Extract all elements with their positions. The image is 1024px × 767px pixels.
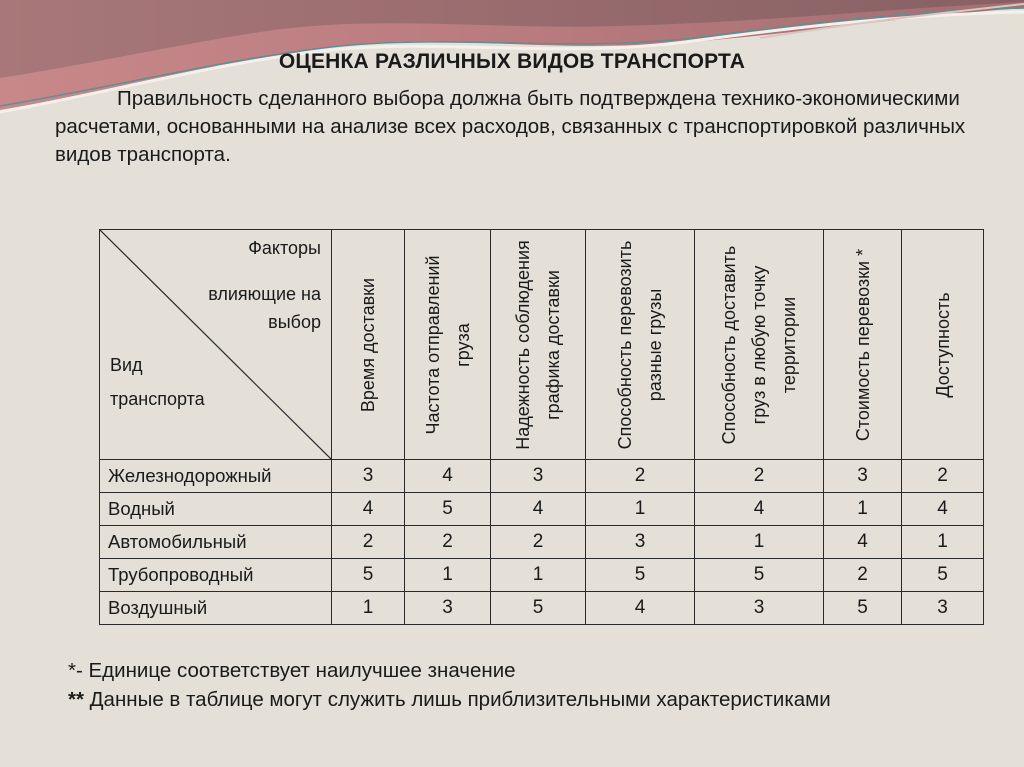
table-cell: 1	[491, 559, 586, 592]
table-cell: 4	[405, 460, 491, 493]
table-cell: 1	[586, 493, 695, 526]
table-cell: 2	[586, 460, 695, 493]
column-header-label: Время доставки	[358, 277, 378, 412]
table-cell: 1	[332, 592, 405, 625]
table-cell: 3	[586, 526, 695, 559]
column-header	[332, 230, 405, 460]
row-label: Водный	[100, 493, 332, 526]
table-cell: 5	[332, 559, 405, 592]
table-cell: 4	[586, 592, 695, 625]
row-label: Воздушный	[100, 592, 332, 625]
table-cell: 3	[824, 460, 902, 493]
table-row	[100, 460, 984, 493]
corner-influencing-line2: выбор	[268, 312, 321, 332]
table-cell: 2	[332, 526, 405, 559]
column-header	[405, 230, 491, 460]
column-header	[695, 230, 824, 460]
column-header	[902, 230, 984, 460]
table-cell: 5	[824, 592, 902, 625]
table-cell: 2	[405, 526, 491, 559]
footnotes	[68, 656, 968, 714]
table-cell: 2	[902, 460, 984, 493]
transport-evaluation-table	[99, 229, 984, 625]
header-row	[100, 230, 984, 460]
corner-cell	[100, 230, 332, 460]
page-title: ОЦЕНКА РАЗЛИЧНЫХ ВИДОВ ТРАНСПОРТА	[278, 50, 746, 73]
column-header-label: Доступность	[932, 291, 953, 398]
corner-influencing-label	[208, 280, 321, 336]
column-header	[586, 230, 695, 460]
table-cell: 1	[695, 526, 824, 559]
table-cell: 4	[332, 493, 405, 526]
table-row	[100, 526, 984, 559]
table-cell: 5	[902, 559, 984, 592]
table-cell: 2	[695, 460, 824, 493]
table-cell: 2	[824, 559, 902, 592]
corner-factors-label: Факторы	[248, 238, 321, 258]
intro-paragraph: Правильность сделанного выбора должна быть подтверждена технико-экономическими расчетами, основанными на анализе всех расходов, связанных с транспортировкой различных видов транспорта.	[55, 87, 966, 166]
table-cell: 1	[405, 559, 491, 592]
row-label: Автомобильный	[100, 526, 332, 559]
table-cell: 5	[491, 592, 586, 625]
column-header-label: Способность доставить груз в любую точку территории	[719, 245, 799, 444]
table-cell: 4	[491, 493, 586, 526]
column-header	[824, 230, 902, 460]
diagonal-divider	[100, 230, 331, 459]
row-label: Железнодорожный	[100, 460, 332, 493]
table-row	[100, 559, 984, 592]
table-cell: 4	[695, 493, 824, 526]
footnote-approximate-text: Данные в таблице могут служить лишь приблизительными характеристиками	[83, 688, 831, 711]
column-header-label: Надежность соблюдения графика доставки	[513, 239, 563, 450]
column-header-label: Частота отправлений груза	[422, 254, 473, 435]
column-header-label: Способность перевозить разные грузы	[615, 240, 665, 449]
corner-kind-line2: транспорта	[110, 389, 205, 409]
column-header	[491, 230, 586, 460]
table-cell: 2	[491, 526, 586, 559]
table-cell: 5	[405, 493, 491, 526]
footnote-mark: **	[68, 688, 84, 711]
corner-kind-line1: Вид	[110, 355, 143, 375]
table-cell: 3	[332, 460, 405, 493]
table-cell: 3	[405, 592, 491, 625]
table-cell: 1	[824, 493, 902, 526]
corner-influencing-line1: влияющие на	[208, 284, 321, 304]
table-cell: 3	[902, 592, 984, 625]
column-header-label: Стоимость перевозки *	[852, 248, 873, 441]
footnote-approximate	[68, 685, 968, 714]
table-row	[100, 493, 984, 526]
table-cell: 3	[491, 460, 586, 493]
table-row	[100, 592, 984, 625]
footnote-best-value: *- Единице соответствует наилучшее значение	[68, 659, 516, 682]
corner-kind-label	[110, 348, 205, 416]
table-cell: 1	[902, 526, 984, 559]
table-cell: 3	[695, 592, 824, 625]
row-label: Трубопроводный	[100, 559, 332, 592]
table-cell: 4	[824, 526, 902, 559]
table-cell: 5	[586, 559, 695, 592]
table-cell: 4	[902, 493, 984, 526]
table-cell: 5	[695, 559, 824, 592]
